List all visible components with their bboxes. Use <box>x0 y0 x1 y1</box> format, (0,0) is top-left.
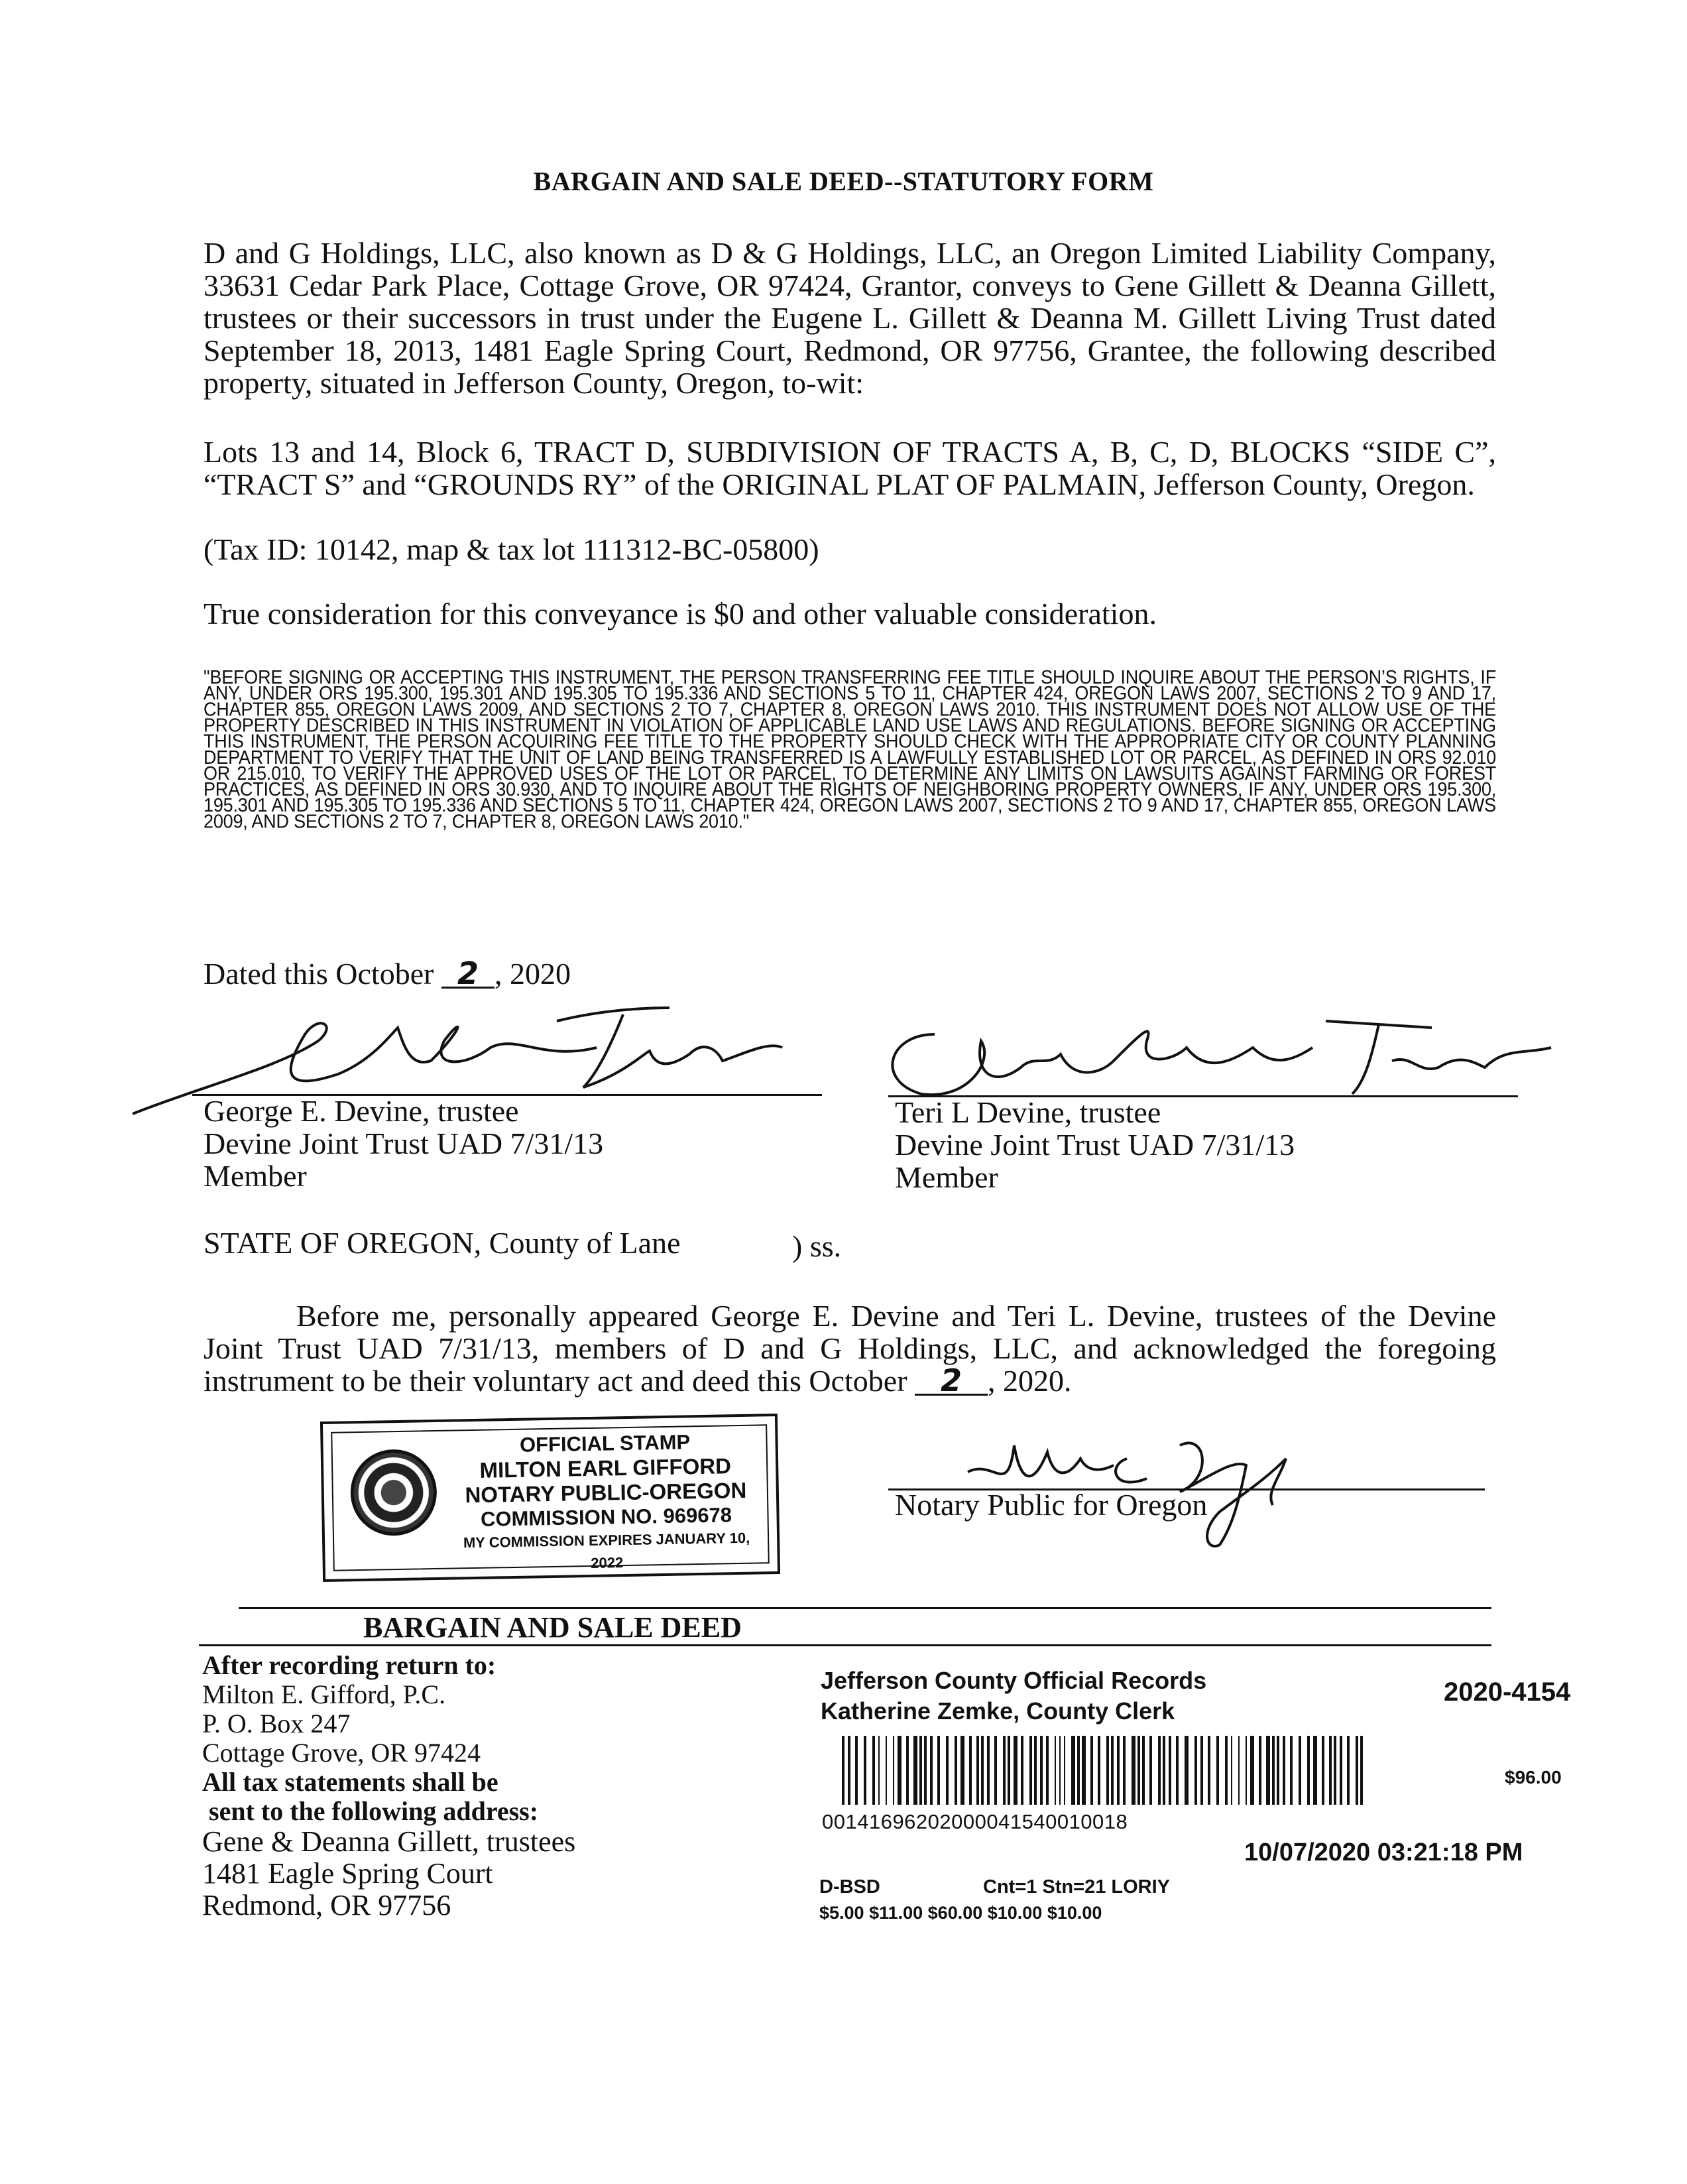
right-signer-name: Teri L Devine, trustee <box>895 1095 1161 1129</box>
recording-counts: Cnt=1 Stn=21 LORIY <box>983 1876 1171 1898</box>
barcode-bar <box>842 1736 844 1805</box>
barcode-bar <box>1071 1736 1075 1805</box>
barcode-bar <box>1059 1736 1061 1805</box>
barcode-number: 00141696202000041540010018 <box>822 1810 1128 1833</box>
barcode-bar <box>1225 1736 1228 1805</box>
barcode-bar <box>1176 1736 1179 1805</box>
barcode-bar <box>1077 1736 1080 1805</box>
barcode-bar <box>1194 1736 1197 1805</box>
barcode-bar <box>1277 1736 1279 1805</box>
barcode-bar <box>872 1736 875 1805</box>
barcode-bar <box>960 1736 964 1805</box>
barcode-bar <box>1313 1736 1317 1805</box>
stamp-line-5: MY COMMISSION EXPIRES JANUARY 10, 2022 <box>463 1529 750 1571</box>
barcode-bar <box>1356 1736 1358 1805</box>
barcode-bar <box>1149 1736 1152 1805</box>
barcode-bar <box>906 1736 909 1805</box>
barcode-bar <box>1360 1736 1363 1805</box>
ack-day: 2 <box>915 1367 988 1396</box>
return-label: After recording return to: <box>202 1650 496 1680</box>
barcode-bar <box>1034 1736 1037 1805</box>
barcode-bar <box>1272 1736 1275 1805</box>
dated-day: 2 <box>441 960 494 989</box>
barcode-bar <box>1169 1736 1171 1805</box>
recording-fees: $5.00 $11.00 $60.00 $10.00 $10.00 <box>819 1903 1102 1923</box>
barcode-bar <box>1137 1736 1140 1805</box>
barcode-bar <box>1021 1736 1023 1805</box>
stamp-line-4: COMMISSION NO. 969678 <box>480 1503 732 1531</box>
recording-office-line-1: Jefferson County Official Records <box>821 1667 1207 1694</box>
barcode-bar <box>1340 1736 1342 1805</box>
dated-prefix: Dated this October <box>204 957 434 991</box>
barcode-bar <box>878 1736 880 1805</box>
right-signer-trust: Devine Joint Trust UAD 7/31/13 <box>895 1128 1295 1162</box>
stamp-line-1: OFFICIAL STAMP <box>519 1430 691 1457</box>
barcode-bar <box>1003 1736 1006 1805</box>
barcode-bar <box>1250 1736 1254 1805</box>
barcode-bar <box>1329 1736 1332 1805</box>
footer-heading-rule <box>199 1644 1491 1646</box>
tax-id: (Tax ID: 10142, map & tax lot 111312-BC-05800) <box>204 532 819 566</box>
barcode-bar <box>893 1736 894 1805</box>
recording-office <box>821 1666 1206 1727</box>
barcode-bar <box>1090 1736 1093 1805</box>
barcode-bar <box>1158 1736 1161 1805</box>
stamp-text <box>449 1428 763 1577</box>
barcode-bar <box>1142 1736 1145 1805</box>
stamp-line-3: NOTARY PUBLIC-OREGON <box>465 1477 747 1508</box>
barcode-bar <box>1283 1736 1285 1805</box>
document-number: 2020-4154 <box>1444 1677 1571 1707</box>
recording-office-line-2: Katherine Zemke, County Clerk <box>821 1697 1175 1725</box>
return-line-3: Cottage Grove, OR 97424 <box>202 1738 481 1768</box>
barcode-bar <box>1014 1736 1018 1805</box>
barcode-bar <box>1208 1736 1210 1805</box>
barcode-bar <box>913 1736 917 1805</box>
barcode-bar <box>919 1736 922 1805</box>
recording-barcode <box>842 1736 1366 1805</box>
barcode-bar <box>1082 1736 1086 1805</box>
barcode-bar <box>1123 1736 1126 1805</box>
barcode-bar <box>1238 1736 1240 1805</box>
barcode-bar <box>1106 1736 1109 1805</box>
statutory-notice: "BEFORE SIGNING OR ACCEPTING THIS INSTRUMENT, THE PERSON TRANSFERRING FEE TITLE SHOULD INQUIRE ABOUT THE PERSON’S RIGHTS, IF ANY, UNDER ORS 195.300, 195.301 AND 195.305 TO 195.336 AND SECTIONS 5 TO 11, CHAPTER 424, OREGON LAWS 2007, SECTIONS 2 TO 9 AND 17, CHAPTER 855, OREGON LAWS 2009, AND SECTIONS 2 TO 7, CHAPTER 8, OREGON LAWS 2010. THIS INSTRUMENT DOES NOT ALLOW USE OF THE PROPERTY DESCRIBED IN THIS INSTRUMENT IN VIOLATION OF APPLICABLE LAND USE LAWS AND REGULATIONS. BEFORE SIGNING OR ACCEPTING THIS INSTRUMENT, THE PERSON ACQUIRING FEE TITLE TO THE PROPERTY SHOULD CHECK WITH THE APPROPRIATE CITY OR COUNTY PLANNING DEPARTMENT TO VERIFY THAT THE UNIT OF LAND BEING TRANSFERRED IS A LAWFULLY ESTABLISHED LOT OR PARCEL, AS DEFINED IN ORS 92.010 OR 215.010, TO VERIFY THE APPROVED USES OF THE LOT OR PARCEL, TO DETERMINE ANY LIMITS ON LAWSUITS AGAINST FARMING OR FOREST PRACTICES, AS DEFINED IN ORS 30.930, AND TO INQUIRE ABOUT THE RIGHTS OF NEIGHBORING PROPERTY OWNERS, IF ANY, UNDER ORS 195.300, 195.301 AND 195.305 TO 195.336 AND SECTIONS 5 TO 11, CHAPTER 424, OREGON LAWS 2007, SECTIONS 2 TO 9 AND 17, CHAPTER 855, OREGON LAWS 2009, AND SECTIONS 2 TO 7, CHAPTER 8, OREGON LAWS 2010." <box>204 666 1496 832</box>
tax-line-1: Gene & Deanna Gillett, trustees <box>202 1825 576 1858</box>
notary-signature-label: Notary Public for Oregon <box>895 1488 1208 1522</box>
return-block <box>202 1651 575 1921</box>
barcode-bar <box>1098 1736 1100 1805</box>
right-signer-role: Member <box>895 1160 998 1194</box>
official-notary-stamp <box>320 1414 780 1582</box>
tax-statement-label-1: All tax statements shall be <box>202 1767 498 1797</box>
consideration-statement: True consideration for this conveyance is $0 and other valuable consideration. <box>204 597 1157 631</box>
barcode-bar <box>1231 1736 1232 1805</box>
barcode-bar <box>1163 1736 1165 1805</box>
barcode-bar <box>1347 1736 1350 1805</box>
barcode-bar <box>969 1736 972 1805</box>
barcode-bar <box>924 1736 927 1805</box>
barcode-bar <box>946 1736 949 1805</box>
barcode-bar <box>937 1736 940 1805</box>
document-type: D-BSD <box>819 1876 880 1898</box>
document-title: BARGAIN AND SALE DEED--STATUTORY FORM <box>533 166 1154 196</box>
left-signer-role: Member <box>204 1159 307 1193</box>
barcode-bar <box>1040 1736 1043 1805</box>
barcode-bar <box>987 1736 990 1805</box>
tax-line-3: Redmond, OR 97756 <box>202 1889 451 1921</box>
grant-paragraph: D and G Holdings, LLC, also known as D & G Holdings, LLC, an Oregon Limited Liability Company, 33631 Cedar Park Place, Cottage Grove, OR 97424, Grantor, conveys to Gene Gillett & Deanna Gillett, trustees or their successors in trust under the Eugene L. Gillett & Deanna M. Gillett Living Trust dated September 18, 2013, 1481 Eagle Spring Court, Redmond, OR 97756, Grantee, the following described property, situated in Jefferson County, Oregon, to-wit: <box>204 236 1496 400</box>
barcode-bar <box>848 1736 850 1805</box>
barcode-bar <box>976 1736 979 1805</box>
barcode-bar <box>1334 1736 1336 1805</box>
stamp-line-2: MILTON EARL GIFFORD <box>479 1453 732 1483</box>
barcode-bar <box>930 1736 933 1805</box>
barcode-bar <box>1266 1736 1270 1805</box>
barcode-bar <box>1185 1736 1189 1805</box>
recording-timestamp: 10/07/2020 03:21:18 PM <box>1244 1839 1523 1866</box>
barcode-bar <box>981 1736 984 1805</box>
venue-state: STATE OF OREGON, County of Lane <box>204 1226 681 1260</box>
barcode-bar <box>1117 1736 1120 1805</box>
barcode-bar <box>1111 1736 1114 1805</box>
ack-suffix: , 2020. <box>988 1364 1072 1398</box>
property-description: Lots 13 and 14, Block 6, TRACT D, SUBDIVISION OF TRACTS A, B, C, D, BLOCKS “SIDE C”, “TRACT S” and “GROUNDS RY” of the ORIGINAL PLAT OF PALMAIN, Jefferson County, Oregon. <box>204 435 1496 501</box>
barcode-bar <box>1132 1736 1135 1805</box>
left-signer-name: George E. Devine, trustee <box>204 1094 519 1128</box>
dated-suffix: , 2020 <box>494 957 571 991</box>
barcode-bar <box>1055 1736 1056 1805</box>
left-signer-trust: Devine Joint Trust UAD 7/31/13 <box>204 1126 604 1160</box>
barcode-bar <box>1008 1736 1010 1805</box>
footer-top-rule <box>239 1607 1491 1609</box>
tax-line-2: 1481 Eagle Spring Court <box>202 1857 493 1890</box>
barcode-bar <box>1064 1736 1065 1805</box>
barcode-bar <box>1322 1736 1324 1805</box>
dated-line <box>204 957 571 990</box>
barcode-bar <box>1307 1736 1310 1805</box>
return-line-1: Milton E. Gifford, P.C. <box>202 1679 446 1709</box>
footer-heading: BARGAIN AND SALE DEED <box>363 1611 742 1644</box>
barcode-bar <box>864 1736 866 1805</box>
barcode-bar <box>1290 1736 1293 1805</box>
barcode-bar <box>955 1736 957 1805</box>
barcode-bar <box>1299 1736 1301 1805</box>
notary-acknowledgment <box>204 1300 1496 1397</box>
venue-ss: ) ss. <box>792 1229 842 1263</box>
barcode-bar <box>1046 1736 1049 1805</box>
barcode-bar <box>898 1736 902 1805</box>
barcode-bar <box>1246 1736 1247 1805</box>
acknowledgment-text: Before me, personally appeared George E. Devine and Teri L. Devine, trustees of the Devine Joint Trust UAD 7/31/13, members of D and G Holdings, LLC, and acknowledged the foregoing instrument to be their voluntary act and deed this October <box>204 1299 1496 1398</box>
barcode-bar <box>994 1736 997 1805</box>
barcode-bar <box>886 1736 887 1805</box>
barcode-bar <box>1216 1736 1219 1805</box>
barcode-bar <box>1259 1736 1261 1805</box>
barcode-bar <box>855 1736 858 1805</box>
barcode-bar <box>1200 1736 1203 1805</box>
barcode-bar <box>1029 1736 1032 1805</box>
tax-statement-label-2: sent to the following address: <box>209 1796 539 1826</box>
recording-amount: $96.00 <box>1505 1767 1562 1788</box>
return-line-2: P. O. Box 247 <box>202 1709 351 1738</box>
